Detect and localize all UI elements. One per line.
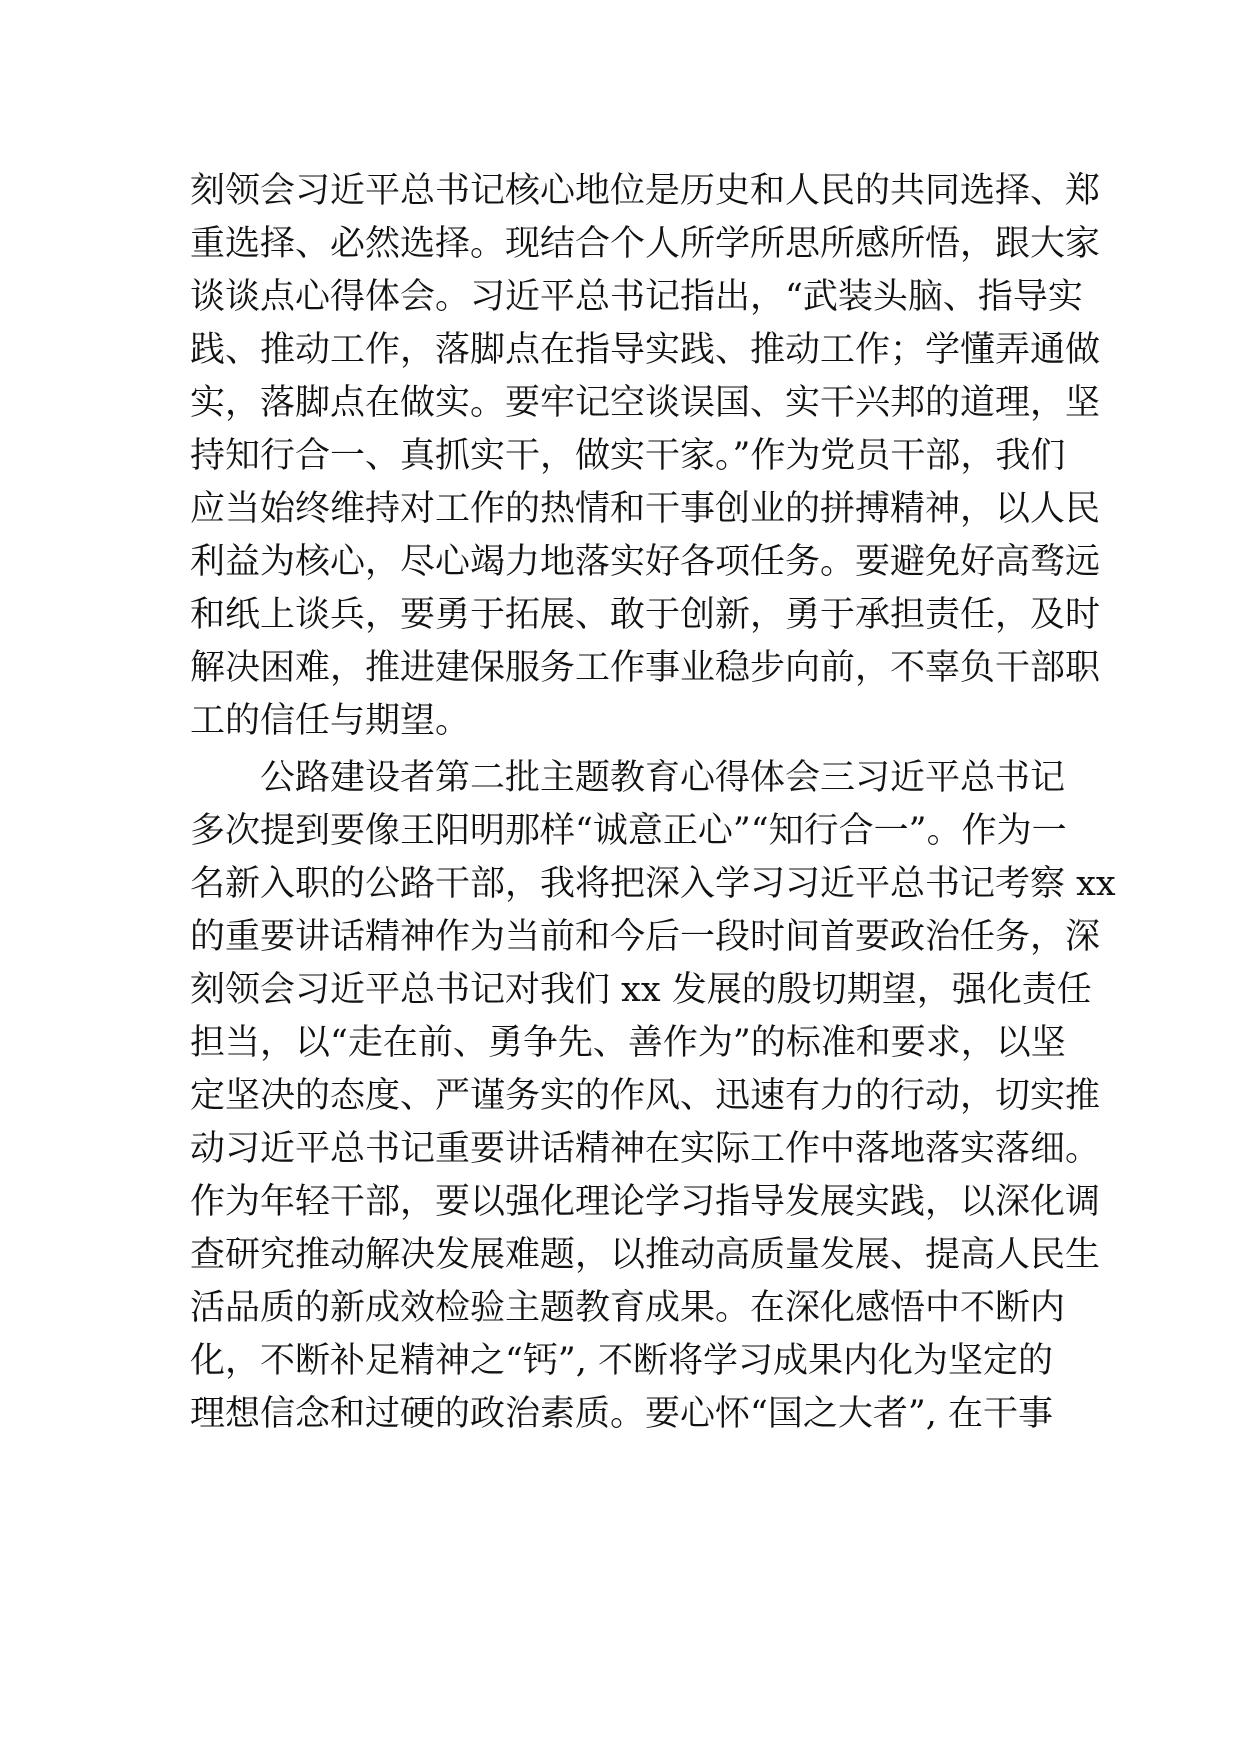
text-line: 担当，以“走在前、勇争先、善作为”的标准和要求，以坚 <box>190 1023 1066 1063</box>
text-line: 工的信任与期望。 <box>190 701 471 741</box>
text-line: 公路建设者第二批主题教育心得体会三习近平总书记 <box>260 758 1066 798</box>
text-line: 多次提到要像王阳明那样“诚意正心”“知行合一”。作为一 <box>190 811 1067 851</box>
text-line: 解决困难，推进建保服务工作事业稳步向前，不辜负干部职 <box>190 648 1101 688</box>
text-line: 实，落脚点在做实。要牢记空谈误国、实干兴邦的道理，坚 <box>190 383 1101 423</box>
text-line: 利益为核心，尽心竭力地落实好各项任务。要避免好高骛远 <box>190 542 1101 582</box>
text-line: 化，不断补足精神之“钙”, 不断将学习成果内化为坚定的 <box>190 1341 1054 1381</box>
text-line: 践、推动工作，落脚点在指导实践、推动工作；学懂弄通做 <box>190 330 1101 370</box>
text-line: 动习近平总书记重要讲话精神在实际工作中落地落实落细。 <box>190 1129 1101 1169</box>
text-line: 查研究推动解决发展难题，以推动高质量发展、提高人民生 <box>190 1235 1101 1275</box>
text-line: 定坚决的态度、严谨务实的作风、迅速有力的行动，切实推 <box>190 1076 1101 1116</box>
text-line: 重选择、必然选择。现结合个人所学所思所感所悟，跟大家 <box>190 224 1101 264</box>
text-line: 理想信念和过硬的政治素质。要心怀“国之大者”, 在干事 <box>190 1394 1054 1434</box>
text-line: 刻领会习近平总书记核心地位是历史和人民的共同选择、郑 <box>190 171 1101 211</box>
text-line: 应当始终维持对工作的热情和干事创业的拼搏精神，以人民 <box>190 489 1101 529</box>
text-line: 刻领会习近平总书记对我们 xx 发展的殷切期望，强化责任 <box>190 970 1092 1010</box>
paragraph-2 <box>190 752 1116 1441</box>
text-line: 和纸上谈兵，要勇于拓展、敢于创新，勇于承担责任，及时 <box>190 595 1101 635</box>
text-line: 的重要讲话精神作为当前和今后一段时间首要政治任务，深 <box>190 917 1101 957</box>
text-line: 持知行合一、真抓实干，做实干家。”作为党员干部，我们 <box>190 436 1066 476</box>
paragraph-1 <box>190 165 1101 748</box>
text-line: 名新入职的公路干部，我将把深入学习习近平总书记考察 xx <box>190 864 1116 904</box>
text-line: 作为年轻干部，要以强化理论学习指导发展实践，以深化调 <box>190 1182 1101 1222</box>
document-body <box>190 165 1116 1441</box>
text-line: 活品质的新成效检验主题教育成果。在深化感悟中不断内 <box>190 1288 1066 1328</box>
text-line: 谈谈点心得体会。习近平总书记指出，“武装头脑、指导实 <box>190 277 1083 317</box>
